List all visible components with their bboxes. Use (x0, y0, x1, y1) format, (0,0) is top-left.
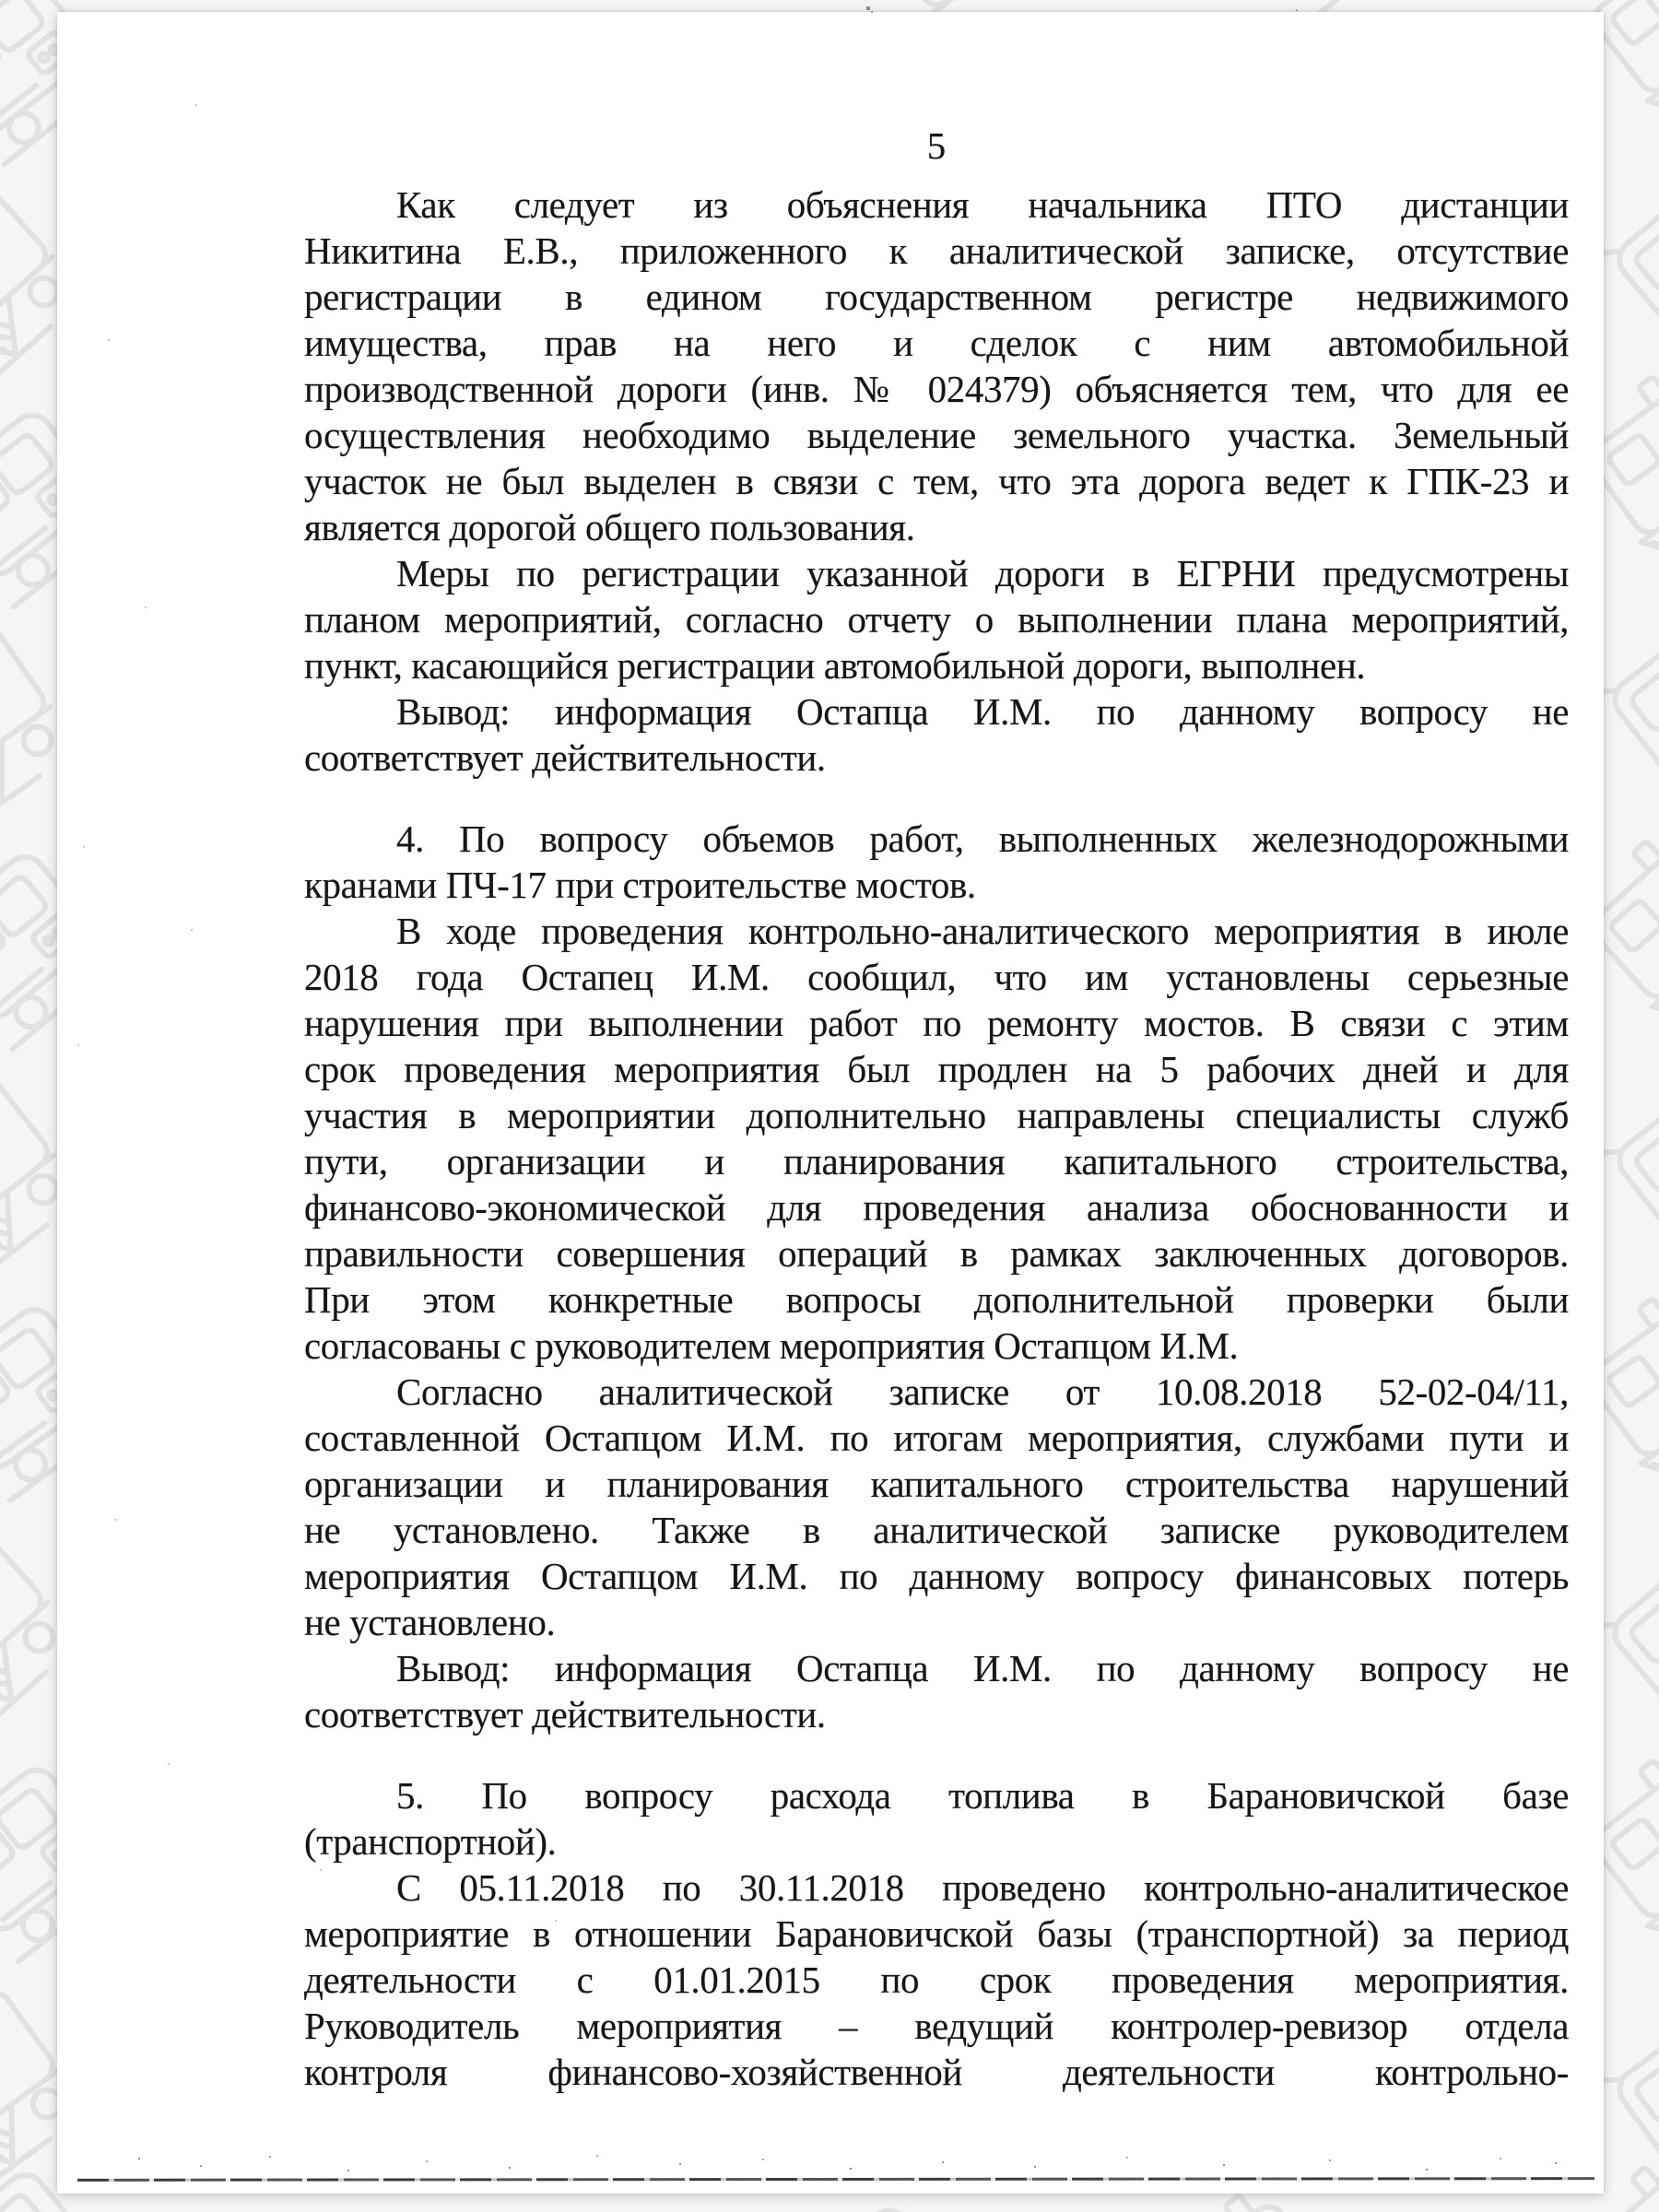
page-number: 5 (926, 124, 947, 167)
document-line: соответствует действительности. (304, 736, 826, 779)
document-line: Согласно аналитической записке от 10.08.2018 52-02-04/11, (396, 1371, 1569, 1413)
scan-dust (112, 2152, 114, 2154)
document-line: Никитина Е.В., приложенного к аналитической записке, отсутствие (304, 229, 1569, 272)
document-line: срок проведения мероприятия был продлен на 5 рабочих дней и для (304, 1048, 1569, 1090)
document-line: В ходе проведения контрольно-аналитического мероприятия в июле (396, 910, 1569, 952)
document-line: мероприятие в отношении Барановичской базы (транспортной) за период (304, 1912, 1569, 1955)
document-line: При этом конкретные вопросы дополнительной проверки были (304, 1278, 1569, 1321)
document-line: С 05.11.2018 по 30.11.2018 проведено контрольно-аналитическое (396, 1866, 1569, 1909)
document-line: правильности совершения операций в рамках заключенных договоров. (304, 1232, 1569, 1275)
document-line: 5. По вопросу расхода топлива в Барановичской базе (396, 1774, 1569, 1817)
document-line: регистрации в едином государственном регистре недвижимого (304, 276, 1569, 318)
document-line: осуществления необходимо выделение земельного участка. Земельный (304, 414, 1569, 456)
document-line: имущества, прав на него и сделок с ним автомобильной (304, 322, 1569, 364)
document-line: Как следует из объяснения начальника ПТО дистанции (396, 183, 1569, 226)
scan-specks (57, 12, 59, 14)
document-line: пути, организации и планирования капитального строительства, (304, 1140, 1569, 1182)
document-line: соответствует действительности. (304, 1693, 826, 1735)
document-text (304, 182, 1569, 2095)
document-line: Вывод: информация Остапца И.М. по данному вопросу не (396, 690, 1569, 733)
document-line: Вывод: информация Остапца И.М. по данному вопросу не (396, 1647, 1569, 1689)
document-line: 2018 года Остапец И.М. сообщил, что им установлены серьезные (304, 956, 1569, 998)
document-line: планом мероприятий, согласно отчету о выполнении плана мероприятий, (304, 598, 1569, 641)
document-line: Меры по регистрации указанной дороги в ЕГРНИ предусмотрены (396, 552, 1569, 594)
document-line: 4. По вопросу объемов работ, выполненных железнодорожными (396, 818, 1569, 860)
document-line: финансово-экономической для проведения анализа обоснованности и (304, 1186, 1569, 1229)
document-line: участия в мероприятии дополнительно направлены специалисты служб (304, 1094, 1569, 1136)
document-line: (транспортной). (304, 1820, 557, 1863)
document-line: деятельности с 01.01.2015 по срок проведения мероприятия. (304, 1959, 1569, 2001)
document-line: пункт, касающийся регистрации автомобильной дороги, выполнен. (304, 644, 1366, 687)
document-line: кранами ПЧ-17 при строительстве мостов. (304, 864, 976, 906)
document-line: участок не был выделен в связи с тем, что эта дорога ведет к ГПК-23 и (304, 460, 1569, 502)
document-line: мероприятия Остапцом И.М. по данному вопросу финансовых потерь (304, 1555, 1569, 1597)
document-line: организации и планирования капитального строительства нарушений (304, 1463, 1569, 1505)
document-line: контроля финансово-хозяйственной деятельности контрольно- (304, 2051, 1569, 2093)
document-line: составленной Остапцом И.М. по итогам мероприятия, службами пути и (304, 1417, 1569, 1459)
document-page (57, 12, 1604, 2194)
document-line: является дорогой общего пользования. (304, 506, 915, 548)
document-line: нарушения при выполнении работ по ремонту мостов. В связи с этим (304, 1002, 1569, 1044)
background-specks (0, 0, 2, 2)
scan-artifact-line (77, 2177, 1594, 2182)
document-line: Руководитель мероприятия – ведущий контролер-ревизор отдела (304, 2005, 1569, 2047)
document-line: не установлено. (304, 1601, 556, 1643)
document-line: не установлено. Также в аналитической записке руководителем (304, 1509, 1569, 1551)
document-line: согласованы с руководителем мероприятия Остапцом И.М. (304, 1324, 1239, 1367)
document-line: производственной дороги (инв. № 024379) объясняется тем, что для ее (304, 368, 1569, 410)
